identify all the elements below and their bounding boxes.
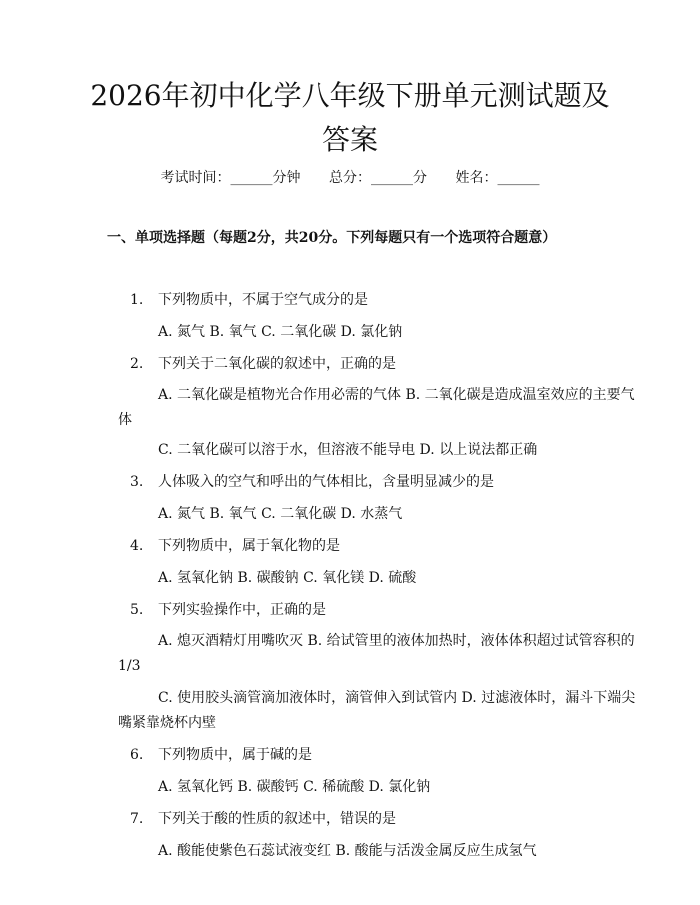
question-number: 6.: [130, 747, 144, 763]
question-4: [130, 536, 340, 556]
question-number: 7.: [130, 811, 144, 827]
question-4-options: A. 氢氧化钠 B. 碳酸钠 C. 氧化镁 D. 硫酸: [158, 570, 417, 586]
question-2-options-ab: A. 二氧化碳是植物光合作用必需的气体 B. 二氧化碳是造成温室效应的主要气体: [118, 387, 635, 428]
question-text: 人体吸入的空气和呼出的气体相比，含量明显减少的是: [158, 474, 494, 490]
question-1-options: A. 氮气 B. 氧气 C. 二氧化碳 D. 氯化钠: [158, 324, 403, 340]
question-text: 下列物质中，不属于空气成分的是: [158, 292, 368, 308]
question-text: 下列关于酸的性质的叙述中，错误的是: [158, 811, 396, 827]
exam-meta: [0, 168, 700, 188]
section-heading: 一、单项选择题（每题2分，共20分。下列每题只有一个选项符合题意）: [107, 230, 557, 246]
question-text: 下列物质中，属于氧化物的是: [158, 538, 340, 554]
question-number: 1.: [130, 292, 144, 308]
question-1: [130, 290, 368, 310]
exam-time: 考试时间：______分钟: [160, 170, 301, 186]
question-number: 2.: [130, 356, 144, 372]
question-text: 下列实验操作中，正确的是: [158, 602, 326, 618]
question-3: [130, 472, 494, 492]
question-7-options: A. 酸能使紫色石蕊试液变红 B. 酸能与活泼金属反应生成氢气: [158, 843, 537, 859]
question-6-options: A. 氢氧化钙 B. 碳酸钙 C. 稀硫酸 D. 氯化钠: [158, 779, 431, 795]
exam-name: 姓名：______: [455, 170, 540, 186]
question-5-options-cd: C. 使用胶头滴管滴加液体时，滴管伸入到试管内 D. 过滤液体时，漏斗下端尖嘴紧靠烧杯内壁: [118, 690, 636, 731]
question-number: 5.: [130, 602, 144, 618]
question-number: 4.: [130, 538, 144, 554]
question-6: [130, 745, 312, 765]
question-2-options-cd: C. 二氧化碳可以溶于水，但溶液不能导电 D. 以上说法都正确: [158, 442, 538, 458]
question-number: 3.: [130, 474, 144, 490]
question-5: [130, 600, 326, 620]
question-text: 下列物质中，属于碱的是: [158, 747, 312, 763]
question-text: 下列关于二氧化碳的叙述中，正确的是: [158, 356, 396, 372]
question-3-options: A. 氮气 B. 氧气 C. 二氧化碳 D. 水蒸气: [158, 506, 403, 522]
question-7: [130, 809, 396, 829]
page-title: 2026年初中化学八年级下册单元测试题及答案: [90, 79, 610, 156]
exam-score: 总分：______分: [329, 170, 427, 186]
question-2: [130, 354, 396, 374]
question-5-options-ab: A. 熄灭酒精灯用嘴吹灭 B. 给试管里的液体加热时，液体体积超过试管容积的1/3: [118, 633, 635, 674]
